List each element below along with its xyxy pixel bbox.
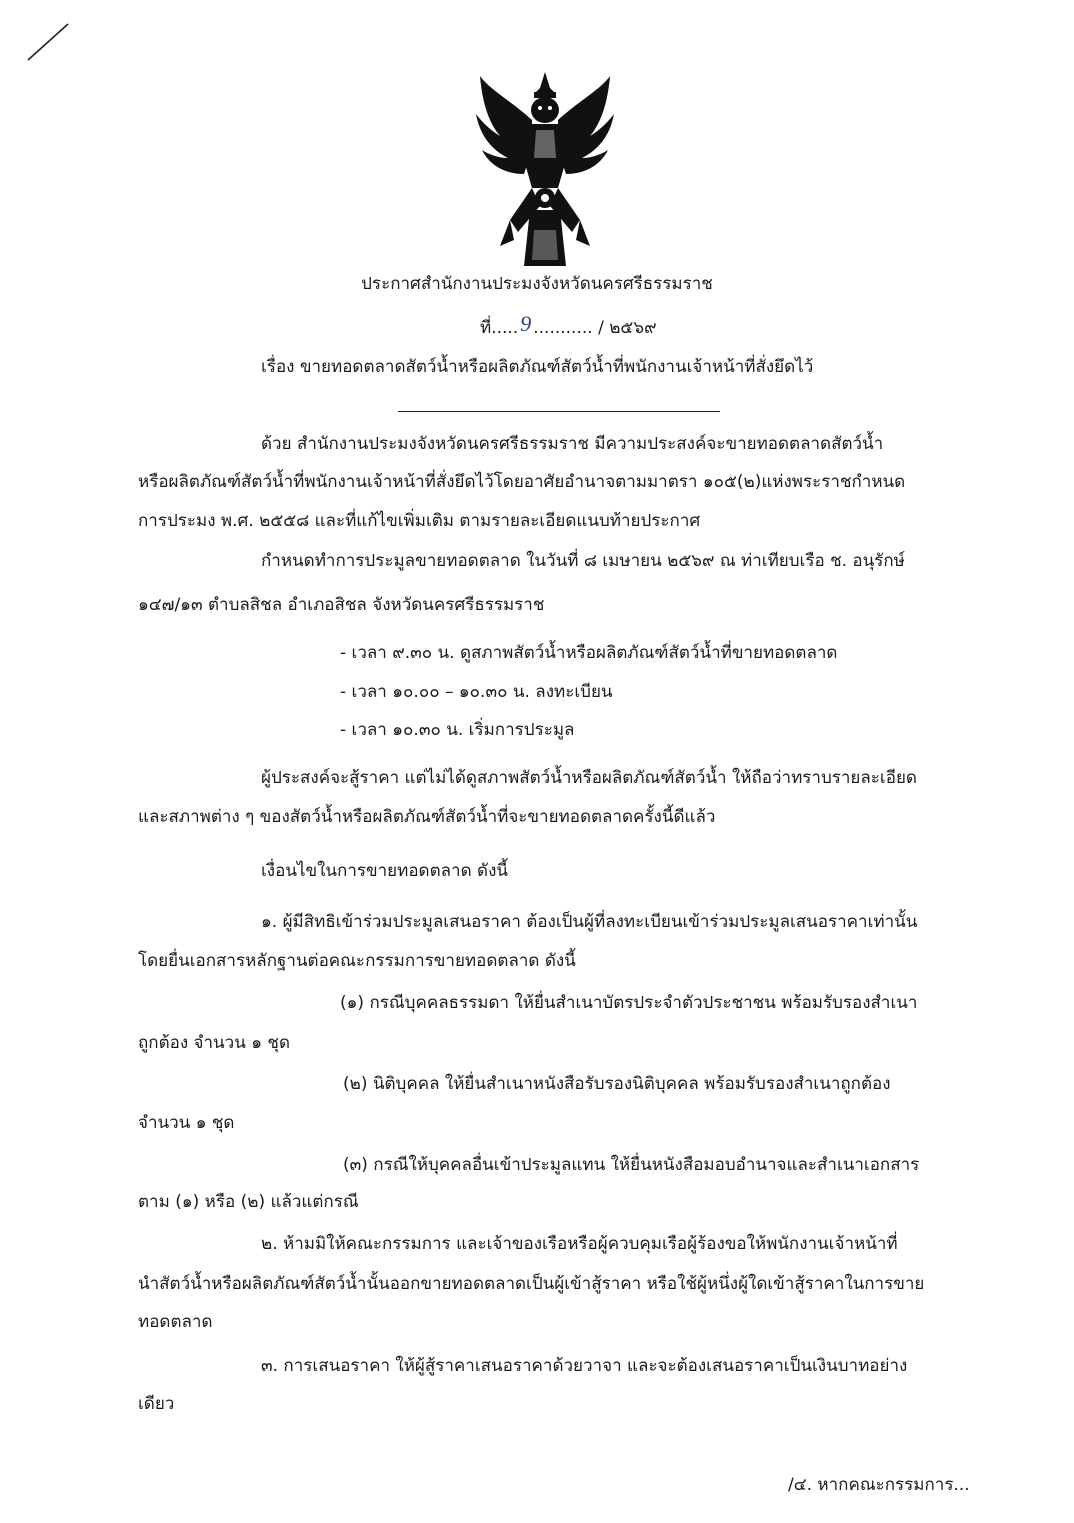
title-divider <box>398 411 720 412</box>
schedule-item: - เวลา ๙.๓๐ น. ดูสภาพสัตว์น้ำหรือผลิตภัณฑ์สัตว์น้ำที่ขายทอดตลาด <box>340 643 838 663</box>
sub-item-1-line-2: ถูกต้อง จำนวน ๑ ชุด <box>138 1033 291 1053</box>
intro-line-2: หรือผลิตภัณฑ์สัตว์น้ำที่พนักงานเจ้าหน้าที่สั่งยึดไว้โดยอาศัยอำนาจตามมาตรา ๑๐๕(๒)แห่งพระราชกำหนด <box>138 472 906 492</box>
intro-line-3: การประมง พ.ศ. ๒๕๕๘ และที่แก้ไขเพิ่มเติม ตามรายละเอียดแนบท้ายประกาศ <box>138 511 701 531</box>
sub-item-2-line-2: จำนวน ๑ ชุด <box>138 1113 235 1133</box>
handwritten-number: 9 <box>520 311 532 336</box>
conditions-heading: เงื่อนไขในการขายทอดตลาด ดังนี้ <box>261 861 508 881</box>
sub-item-3-line-2: ตาม (๑) หรือ (๒) แล้วแต่กรณี <box>138 1192 359 1212</box>
condition-1-line-1: ๑. ผู้มีสิทธิเข้าร่วมประมูลเสนอราคา ต้องเป็นผู้ที่ลงทะเบียนเข้าร่วมประมูลเสนอราคาเท่านั้น <box>261 912 918 932</box>
pen-stroke-mark <box>26 22 70 62</box>
condition-3-line-1: ๓. การเสนอราคา ให้ผู้สู้ราคาเสนอราคาด้วยวาจา และจะต้องเสนอราคาเป็นเงินบาทอย่าง <box>261 1356 908 1376</box>
sub-item-3-line-1: (๓) กรณีให้บุคคลอื่นเข้าประมูลแทน ให้ยื่นหนังสือมอบอำนาจและสำเนาเอกสาร <box>343 1155 920 1175</box>
sub-item-2-line-1: (๒) นิติบุคคล ให้ยื่นสำเนาหนังสือรับรองนิติบุคคล พร้อมรับรองสำเนาถูกต้อง <box>343 1074 891 1094</box>
condition-2-line-2: นำสัตว์น้ำหรือผลิตภัณฑ์สัตว์น้ำนั้นออกขายทอดตลาดเป็นผู้เข้าสู้ราคา หรือใช้ผู้หนึ่งผู้ใดเข้าสู้ราคาในการขาย <box>138 1274 925 1294</box>
schedule-item: - เวลา ๑๐.๓๐ น. เริ่มการประมูล <box>340 720 575 740</box>
schedule-item: - เวลา ๑๐.๐๐ – ๑๐.๓๐ น. ลงทะเบียน <box>340 682 613 702</box>
condition-1-line-2: โดยยื่นเอกสารหลักฐานต่อคณะกรรมการขายทอดตลาด ดังนี้ <box>138 951 576 971</box>
announcement-number <box>480 311 657 339</box>
announcement-title: ประกาศสำนักงานประมงจังหวัดนครศรีธรรมราช <box>361 274 713 294</box>
bidder-note-line-2: และสภาพต่าง ๆ ของสัตว์น้ำหรือผลิตภัณฑ์สัตว์น้ำที่จะขายทอดตลาดครั้งนี้ดีแล้ว <box>138 807 716 827</box>
condition-2-line-3: ทอดตลาด <box>138 1312 213 1332</box>
announcement-subject: เรื่อง ขายทอดตลาดสัตว์น้ำหรือผลิตภัณฑ์สัตว์น้ำที่พนักงานเจ้าหน้าที่สั่งยึดไว้ <box>261 357 814 377</box>
number-suffix: ........... / ๒๕๖๙ <box>533 318 657 338</box>
condition-2-line-1: ๒. ห้ามมิให้คณะกรรมการ และเจ้าของเรือหรือผู้ควบคุมเรือผู้ร้องขอให้พนักงานเจ้าหน้าที่ <box>261 1234 898 1254</box>
bidder-note-line-1: ผู้ประสงค์จะสู้ราคา แต่ไม่ได้ดูสภาพสัตว์น้ำหรือผลิตภัณฑ์สัตว์น้ำ ให้ถือว่าทราบรายละเอียด <box>261 768 917 788</box>
number-prefix: ที่..... <box>480 318 519 338</box>
continuation-note: /๔. หากคณะกรรมการ... <box>788 1475 970 1495</box>
sub-item-1-line-1: (๑) กรณีบุคคลธรรมดา ให้ยื่นสำเนาบัตรประจำตัวประชาชน พร้อมรับรองสำเนา <box>340 993 918 1013</box>
schedule-intro-line-1: กำหนดทำการประมูลขายทอดตลาด ในวันที่ ๘ เมษายน ๒๕๖๙ ณ ท่าเทียบเรือ ช. อนุรักษ์ <box>261 551 905 571</box>
intro-line-1: ด้วย สำนักงานประมงจังหวัดนครศรีธรรมราช มีความประสงค์จะขายทอดตลาดสัตว์น้ำ <box>261 434 884 454</box>
schedule-intro-line-2: ๑๔๗/๑๓ ตำบลสิชล อำเภอสิชล จังหวัดนครศรีธรรมราช <box>138 595 545 615</box>
garuda-emblem-icon <box>470 70 620 270</box>
condition-3-line-2: เดียว <box>138 1394 175 1414</box>
